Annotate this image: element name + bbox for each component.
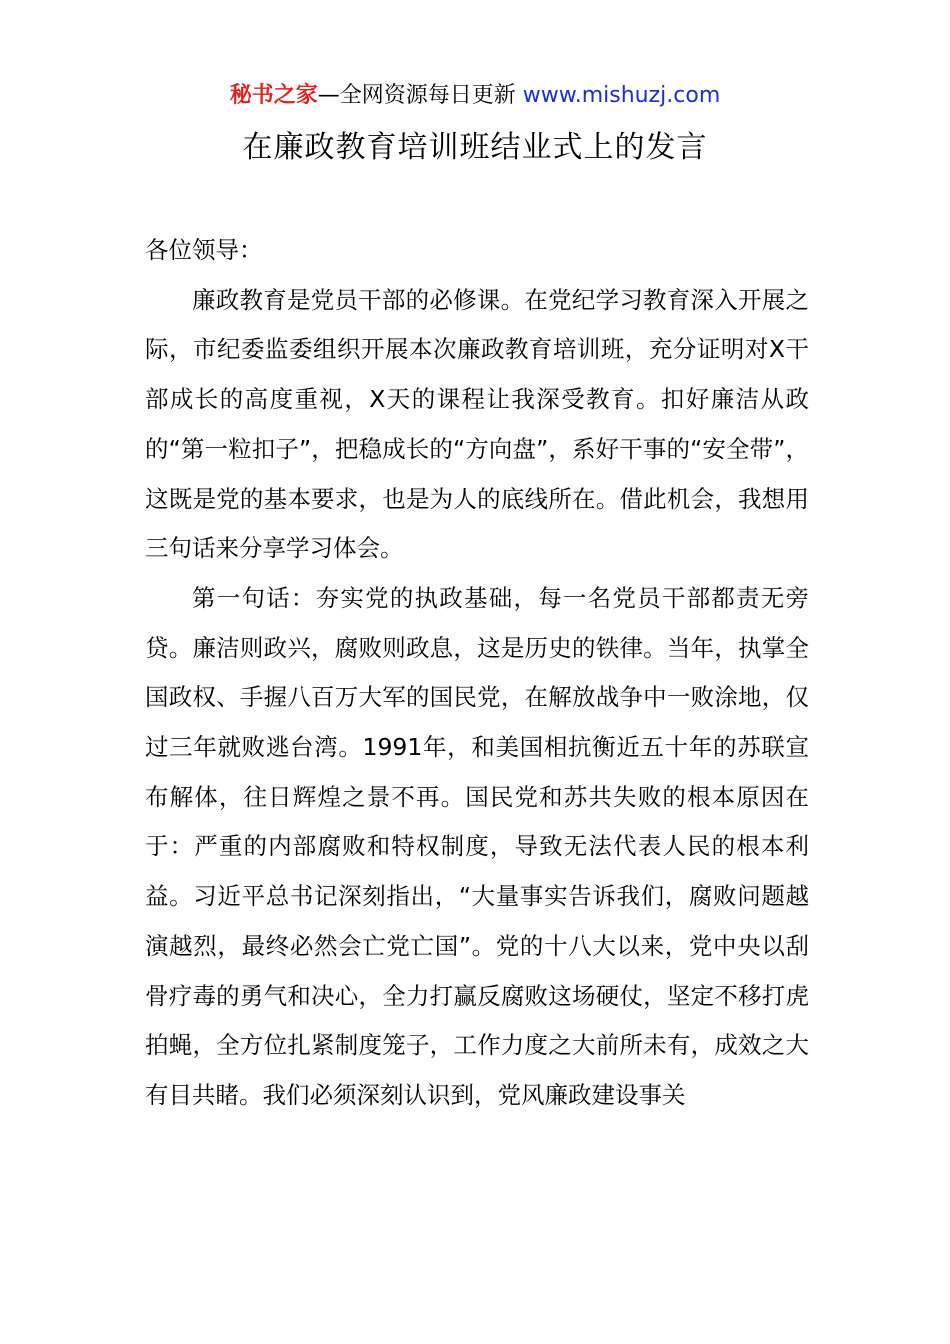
- site-url: www.mishuzj.com: [522, 83, 721, 108]
- brand-name: 秘书之家: [229, 83, 318, 108]
- document-body: [145, 226, 809, 1121]
- paragraph: 廉政教育是党员干部的必修课。在党纪学习教育深入开展之际，市纪委监委组织开展本次廉政教育培训班，充分证明对X干部成长的高度重视，X天的课程让我深受教育。扣好廉洁从政的“第一粒扣子”，把稳成长的“方向盘”，系好干事的“安全带”，这既是党的基本要求，也是为人的底线所在。借此机会，我想用三句话来分享学习体会。: [145, 285, 809, 563]
- paragraph: 第一句话：夯实党的执政基础，每一名党员干部都责无旁贷。廉洁则政兴，腐败则政息，这是历史的铁律。当年，执掌全国政权、手握八百万大军的国民党，在解放战争中一败涂地，仅过三年就败逃台湾。1991年，和美国相抗衡近五十年的苏联宣布解体，往日辉煌之景不再。国民党和苏共失败的根本原因在于：严重的内部腐败和特权制度，导致无法代表人民的根本利益。习近平总书记深刻指出，“大量事实告诉我们，腐败问题越演越烈，最终必然会亡党亡国”。党的十八大以来，党中央以刮骨疗毒的勇气和决心，全力打赢反腐败这场硬仗，坚定不移打虎拍蝇，全方位扎紧制度笼子，工作力度之大前所未有，成效之大有目共睹。我们必须深刻认识到，党风廉政建设事关: [145, 583, 809, 1109]
- salutation: 各位领导：: [145, 236, 263, 264]
- header-tagline: —全网资源每日更新: [317, 83, 523, 108]
- site-header: [0, 80, 950, 112]
- document-title: 在廉政教育培训班结业式上的发言: [242, 130, 708, 165]
